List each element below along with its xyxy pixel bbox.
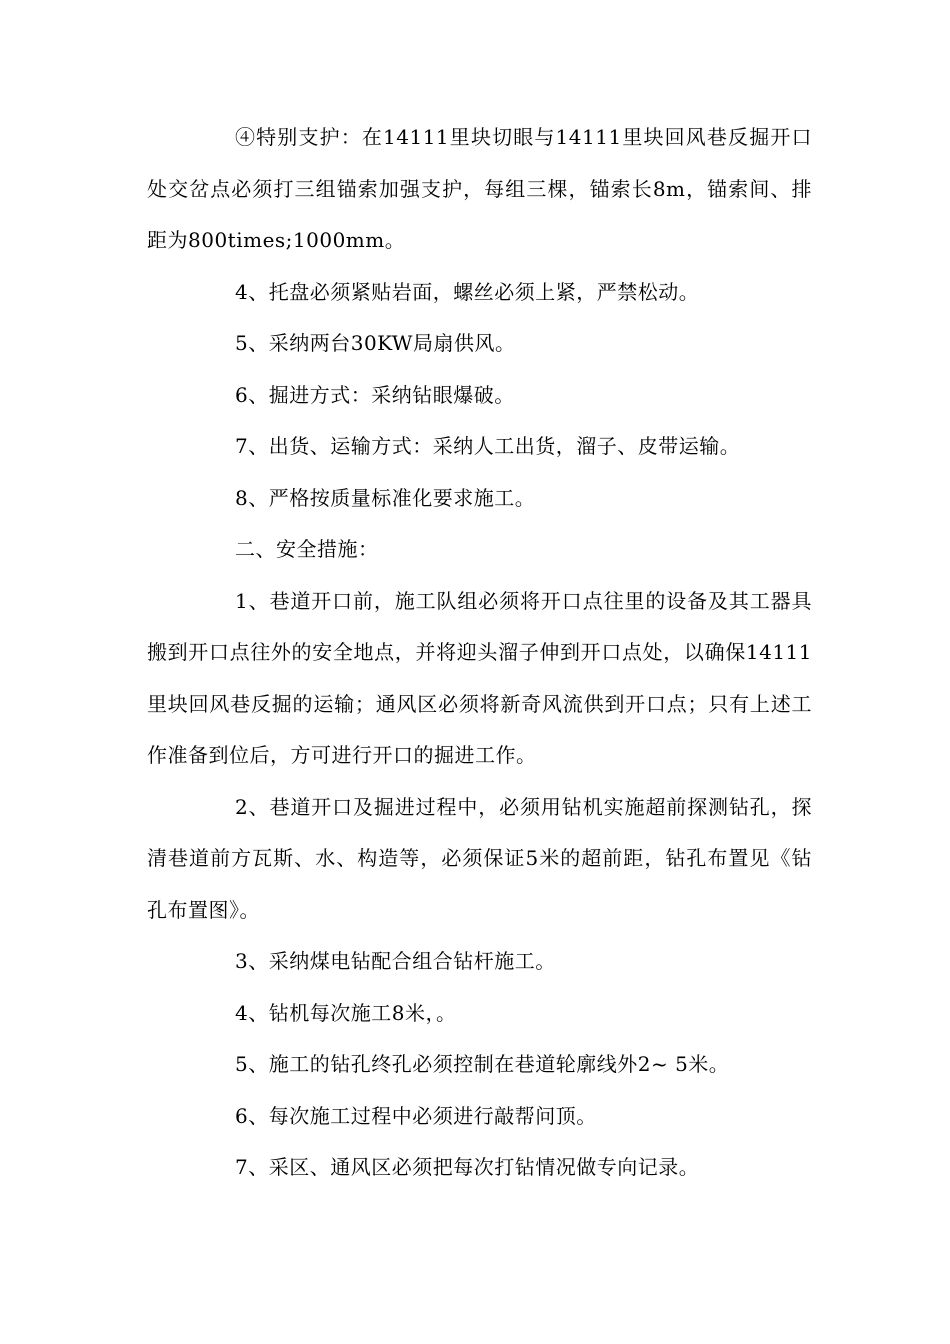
safety-item-5: 5、施工的钻孔终孔必须控制在巷道轮廓线外2~ 5米。: [235, 1052, 730, 1076]
safety-item-1: 1、巷道开口前，施工队组必须将开口点往里的设备及其工器具搬到开口点往外的安全地点，并将迎头溜子伸到开口点处，以确保14111里块回风巷反掘的运输；通风区必须将新奇风流供到开口点；只有上述工作准备到位后，方可进行开口的掘进工作。: [147, 588, 812, 767]
safety-item-6: 6、每次施工过程中必须进行敲帮问顶。: [235, 1103, 597, 1128]
paragraph-special-support: ④特别支护：在14111里块切眼与14111里块回风巷反掘开口处交岔点必须打三组锚索加强支护，每组三棵，锚索长8m，锚索间、排距为800times;1000mm。: [147, 125, 812, 252]
paragraph-item-5: 5、采纳两台30KW局扇供风。: [235, 331, 516, 355]
document-body: [147, 112, 812, 1194]
paragraph-item-7: 7、出货、运输方式：采纳人工出货，溜子、皮带运输。: [235, 434, 741, 458]
safety-item-3: 3、采纳煤电钻配合组合钻杆施工。: [235, 949, 556, 973]
safety-item-4: 4、钻机每次施工8米，。: [235, 1000, 457, 1025]
safety-item-7: 7、采区、通风区必须把每次打钻情况做专向记录。: [235, 1155, 700, 1179]
section-heading-safety: 二、安全措施：: [235, 537, 379, 561]
paragraph-item-4: 4、托盘必须紧贴岩面，螺丝必须上紧，严禁松动。: [235, 279, 700, 304]
paragraph-item-6: 6、掘进方式：采纳钻眼爆破。: [235, 382, 515, 407]
paragraph-item-8: 8、严格按质量标准化要求施工。: [235, 485, 536, 510]
safety-item-2: 2、巷道开口及掘进过程中，必须用钻机实施超前探测钻孔，探清巷道前方瓦斯、水、构造等，必须保证5米的超前距，钻孔布置见《钻孔布置图》。: [147, 794, 812, 922]
